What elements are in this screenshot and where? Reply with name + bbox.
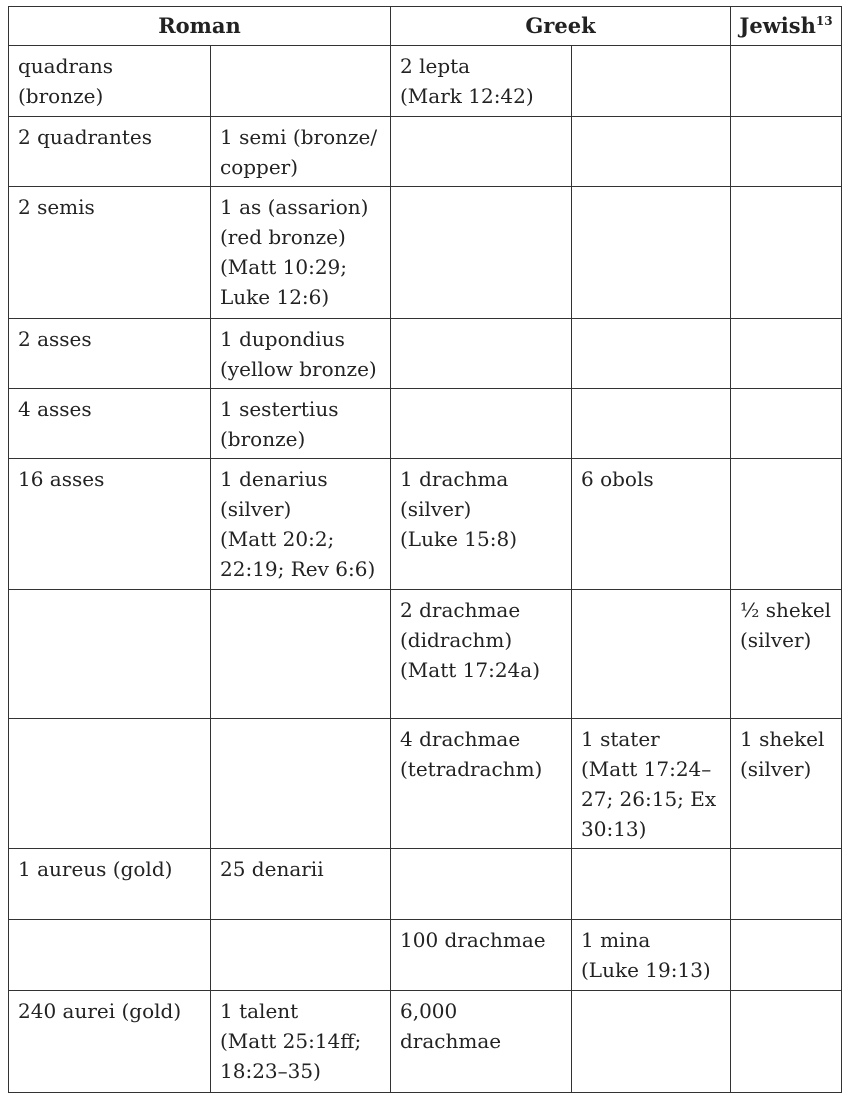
cell-roman-equivalent: 1 sestertius (bronze): [211, 389, 391, 459]
header-row: [9, 7, 842, 46]
cell-greek-equivalent: [572, 187, 731, 319]
header-jewish-label: Jewish: [739, 13, 816, 38]
cell-roman-equivalent: [211, 590, 391, 719]
cell-roman-unit: 16 asses: [9, 459, 211, 590]
cell-roman-unit: 4 asses: [9, 389, 211, 459]
footnote-marker: 13: [815, 14, 833, 28]
cell-greek-equivalent: [572, 117, 731, 187]
cell-greek-equivalent: [572, 319, 731, 389]
cell-roman-equivalent: 25 denarii: [211, 849, 391, 920]
cell-roman-equivalent: 1 semi (bronze/ copper): [211, 117, 391, 187]
cell-greek-equivalent: 1 stater (Matt 17:24– 27; 26:15; Ex 30:13): [572, 719, 731, 849]
cell-jewish: [731, 920, 842, 991]
cell-roman-equivalent: [211, 46, 391, 117]
header-jewish: [731, 7, 842, 46]
table-row: [9, 920, 842, 991]
cell-greek-equivalent: [572, 991, 731, 1093]
cell-greek-unit: [391, 389, 572, 459]
cell-roman-unit: 2 asses: [9, 319, 211, 389]
table-row: [9, 46, 842, 117]
cell-roman-unit: 1 aureus (gold): [9, 849, 211, 920]
cell-jewish: [731, 117, 842, 187]
cell-greek-unit: 100 drachmae: [391, 920, 572, 991]
cell-jewish: [731, 46, 842, 117]
cell-greek-unit: [391, 117, 572, 187]
table-row: [9, 389, 842, 459]
table-row: [9, 849, 842, 920]
cell-roman-unit: [9, 590, 211, 719]
cell-greek-unit: 2 lepta (Mark 12:42): [391, 46, 572, 117]
cell-roman-unit: 240 aurei (gold): [9, 991, 211, 1093]
cell-jewish: [731, 849, 842, 920]
cell-roman-equivalent: [211, 719, 391, 849]
cell-roman-equivalent: 1 talent (Matt 25:14ff; 18:23–35): [211, 991, 391, 1093]
table-row: [9, 459, 842, 590]
cell-jewish: [731, 187, 842, 319]
table-row: [9, 187, 842, 319]
cell-greek-unit: 6,000 drachmae: [391, 991, 572, 1093]
cell-jewish: [731, 389, 842, 459]
cell-greek-unit: [391, 319, 572, 389]
cell-roman-unit: [9, 920, 211, 991]
table-row: [9, 590, 842, 719]
coin-equivalence-table: [8, 6, 842, 1093]
cell-roman-unit: [9, 719, 211, 849]
cell-roman-equivalent: 1 denarius (silver) (Matt 20:2; 22:19; Rev 6:6): [211, 459, 391, 590]
cell-roman-equivalent: [211, 920, 391, 991]
cell-roman-equivalent: 1 dupondius (yellow bronze): [211, 319, 391, 389]
cell-greek-unit: [391, 849, 572, 920]
cell-jewish: [731, 459, 842, 590]
cell-roman-unit: quadrans (bronze): [9, 46, 211, 117]
table-row: [9, 719, 842, 849]
cell-greek-unit: 1 drachma (silver) (Luke 15:8): [391, 459, 572, 590]
cell-roman-equivalent: 1 as (assarion) (red bronze) (Matt 10:29; Luke 12:6): [211, 187, 391, 319]
cell-greek-unit: 4 drachmae (tetradrachm): [391, 719, 572, 849]
cell-jewish: ½ shekel (silver): [731, 590, 842, 719]
cell-greek-unit: [391, 187, 572, 319]
cell-roman-unit: 2 semis: [9, 187, 211, 319]
table-row: [9, 319, 842, 389]
table-row: [9, 991, 842, 1093]
cell-greek-equivalent: [572, 590, 731, 719]
cell-greek-unit: 2 drachmae (didrachm) (Matt 17:24a): [391, 590, 572, 719]
header-greek: Greek: [391, 7, 731, 46]
cell-jewish: [731, 319, 842, 389]
cell-greek-equivalent: 6 obols: [572, 459, 731, 590]
cell-greek-equivalent: [572, 849, 731, 920]
cell-jewish: 1 shekel (silver): [731, 719, 842, 849]
cell-greek-equivalent: [572, 46, 731, 117]
cell-greek-equivalent: 1 mina (Luke 19:13): [572, 920, 731, 991]
table-row: [9, 117, 842, 187]
cell-roman-unit: 2 quadrantes: [9, 117, 211, 187]
header-roman: Roman: [9, 7, 391, 46]
cell-greek-equivalent: [572, 389, 731, 459]
cell-jewish: [731, 991, 842, 1093]
